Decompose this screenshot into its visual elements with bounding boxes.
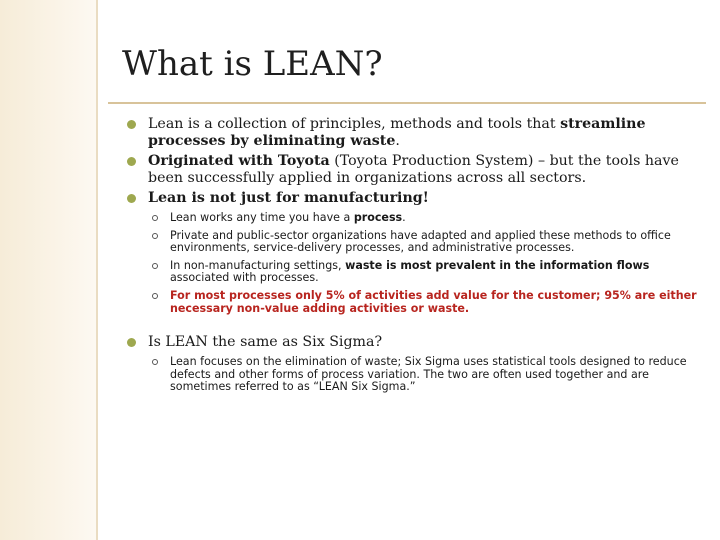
sub-bullet-ring-icon: [152, 215, 158, 221]
sub-bullet-ring-icon: [152, 233, 158, 239]
sub-bullet-ring-icon: [152, 359, 158, 365]
bullet-dot-icon: [127, 194, 136, 203]
sub-bullet-ring-icon: [152, 293, 158, 299]
spacer: [122, 320, 698, 334]
sub-list: [148, 356, 698, 394]
sub-bullet-value-percentages: For most processes only 5% of activities add value for the customer; 95% are either necessary non-value adding activities or waste.: [148, 290, 698, 315]
sub-bullet-lean-vs-six-sigma: Lean focuses on the elimination of waste; Six Sigma uses statistical tools designed to reduce defects and other forms of process variation. The two are often used together and are sometimes referred to as “LEAN Six Sigma.”: [148, 356, 698, 394]
bullet-dot-icon: [127, 338, 136, 347]
sub-bullet-information-flows: In non-manufacturing settings, waste is most prevalent in the information flows associated with processes.: [148, 260, 698, 285]
bullet-not-just-manufacturing: Lean is not just for manufacturing! Lean works any time you have a process. Private and public-sector organizations have adapted and applied these methods to office environments, service-delivery processes, and administrative processes. In non-manufacturing settings, waste is most prevalent in the information flows associated with processes. For most processes only 5% of activities add value for the customer; 95% are either necessary non-value adding activities or waste.: [122, 190, 698, 315]
bullet-lean-definition: Lean is a collection of principles, methods and tools that streamline processes by eliminating waste.: [122, 116, 698, 150]
bullet-six-sigma-question: Is LEAN the same as Six Sigma? Lean focuses on the elimination of waste; Six Sigma uses statistical tools designed to reduce defects and other forms of process variation. The two are often used together and are sometimes referred to as “LEAN Six Sigma.”: [122, 334, 698, 394]
bullet-dot-icon: [127, 157, 136, 166]
sub-bullet-process: Lean works any time you have a process.: [148, 212, 698, 225]
slide-title: What is LEAN?: [122, 44, 383, 84]
sub-list: [148, 212, 698, 315]
decorative-left-border: [0, 0, 96, 540]
bullet-toyota-origin: Originated with Toyota (Toyota Production System) – but the tools have been successfully applied in organizations across all sectors.: [122, 153, 698, 187]
sub-bullet-public-private: Private and public-sector organizations have adapted and applied these methods to office environments, service-delivery processes, and administrative processes.: [148, 230, 698, 255]
title-divider: [108, 102, 706, 104]
decorative-border-edge: [96, 0, 98, 540]
bullet-dot-icon: [127, 120, 136, 129]
slide-body: [122, 116, 698, 399]
sub-bullet-ring-icon: [152, 263, 158, 269]
